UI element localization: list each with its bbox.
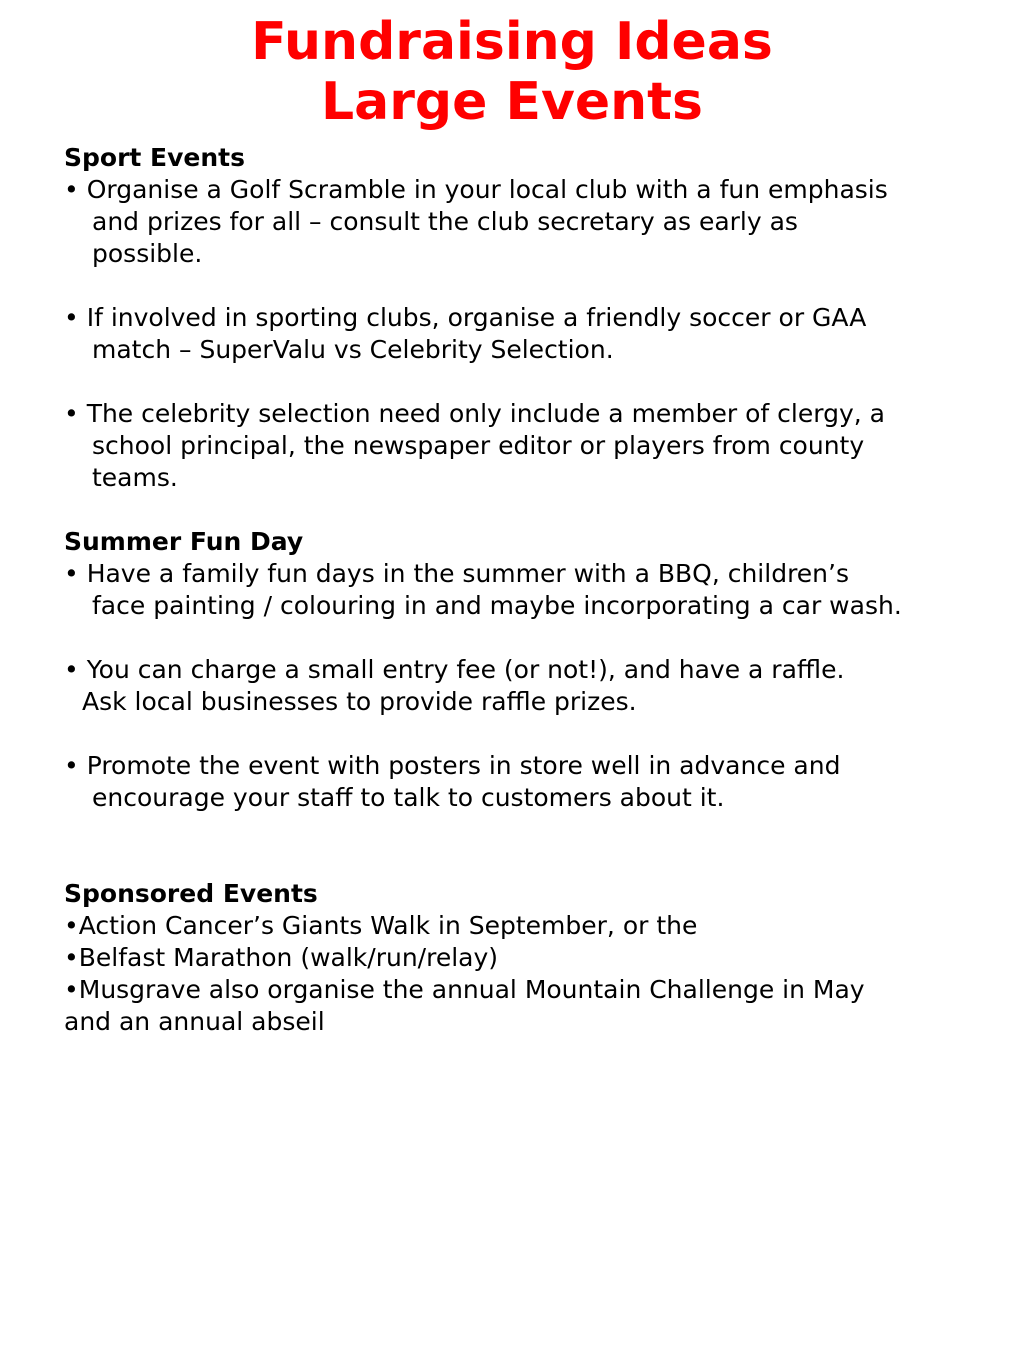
bullet-line: encourage your staff to talk to customers about it. (92, 783, 725, 812)
bullet-entry-fee (64, 654, 984, 718)
bullet-friendly-match (64, 302, 984, 366)
section-heading-sport-events: Sport Events (64, 143, 246, 172)
spacer (64, 622, 984, 654)
bullet-line: • If involved in sporting clubs, organise a friendly soccer or GAA (64, 303, 867, 332)
bullet-line: • Promote the event with posters in store well in advance and (64, 751, 841, 780)
bullet-golf-scramble (64, 174, 984, 270)
page-title (0, 12, 1024, 132)
list-item: and an annual abseil (64, 1007, 325, 1036)
bullet-line: • You can charge a small entry fee (or not!), and have a raffle. (64, 655, 845, 684)
spacer (64, 814, 984, 846)
bullet-line: • Organise a Golf Scramble in your local club with a fun emphasis (64, 175, 888, 204)
list-item: •Action Cancer’s Giants Walk in September, or the (64, 911, 698, 940)
bullet-line: school principal, the newspaper editor or players from county (92, 431, 865, 460)
bullet-line: possible. (92, 239, 203, 268)
spacer (64, 494, 984, 526)
spacer (64, 718, 984, 750)
list-item: •Musgrave also organise the annual Mountain Challenge in May (64, 975, 865, 1004)
bullet-line: and prizes for all – consult the club secretary as early as (92, 207, 798, 236)
spacer (64, 270, 984, 302)
bullet-line: face painting / colouring in and maybe incorporating a car wash. (92, 591, 902, 620)
section-heading-sponsored-events: Sponsored Events (64, 879, 318, 908)
list-item: •Belfast Marathon (walk/run/relay) (64, 943, 499, 972)
bullet-line: match – SuperValu vs Celebrity Selection. (92, 335, 614, 364)
bullet-line: • The celebrity selection need only include a member of clergy, a (64, 399, 885, 428)
bullet-line: teams. (92, 463, 178, 492)
bullet-promote-event (64, 750, 984, 814)
bullet-line: Ask local businesses to provide raffle prizes. (82, 687, 637, 716)
title-line-1: Fundraising Ideas (251, 12, 773, 72)
title-line-2: Large Events (321, 72, 703, 132)
bullet-celebrity-selection (64, 398, 984, 494)
bullet-line: • Have a family fun days in the summer with a BBQ, children’s (64, 559, 849, 588)
section-heading-summer-fun-day: Summer Fun Day (64, 527, 304, 556)
bullet-family-fun-day (64, 558, 984, 622)
document-body (64, 142, 984, 1038)
spacer (64, 846, 984, 878)
spacer (64, 366, 984, 398)
